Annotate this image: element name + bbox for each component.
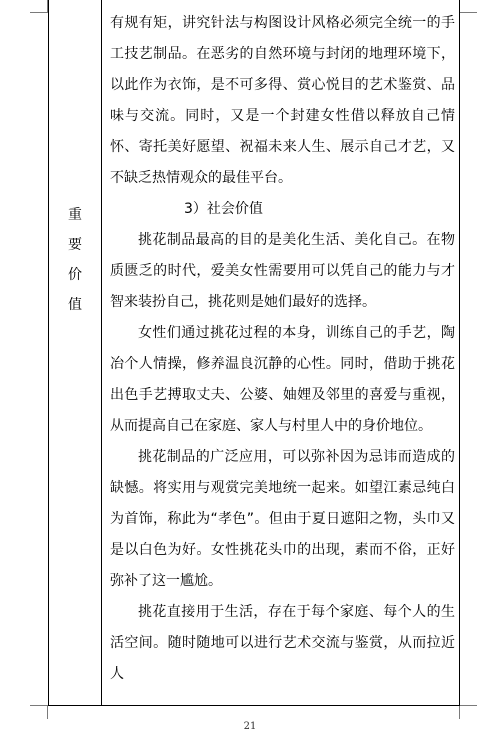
crop-mark-top-right-h bbox=[459, 12, 477, 13]
crop-mark-bottom-left-h bbox=[30, 705, 48, 706]
page-number: 21 bbox=[243, 721, 257, 732]
crop-mark-bottom-right-h bbox=[459, 705, 477, 706]
paragraph: 挑花直接用于生活，存在于每个家庭、每个人的生活空间。随时随地可以进行艺术交流与鉴赏，从而拉近人 bbox=[110, 604, 455, 682]
row-label-char: 重 bbox=[68, 207, 82, 223]
section-heading: 3）社会价值 bbox=[184, 201, 263, 217]
row-label bbox=[49, 200, 101, 320]
content-cell bbox=[110, 8, 455, 690]
paragraph: 挑花制品最高的目的是美化生活、美化自己。在物质匮乏的时代，爱美女性需要用可以凭自己的能力与才智来装扮自己，挑花则是她们最好的选择。 bbox=[110, 232, 455, 310]
paragraph: 女性们通过挑花过程的本身，训练自己的手艺，陶冶个人情操，修养温良沉静的心性。同时，借助于挑花出色手艺搏取丈夫、公婆、妯娌及邻里的喜爱与重视，从而提高自己在家庭、家人与村里人中的身价地位。 bbox=[110, 325, 455, 434]
paragraph: 挑花制品的广泛应用，可以弥补因为忌讳而造成的缺憾。将实用与观赏完美地统一起来。如望江素忌纯白为首饰，称此为“孝色”。但由于夏日遮阳之物，头巾又是以白色为好。女性挑花头巾的出现，素而不俗，正好弥补了这一尴尬。 bbox=[110, 449, 455, 589]
row-label-char: 价 bbox=[68, 267, 82, 283]
paragraph: 有规有矩，讲究针法与构图设计风格必须完全统一的手工技艺制品。在恶劣的自然环境与封闭的地理环境下，以此作为衣饰，是不可多得、赏心悦目的艺术鉴赏、品味与交流。同时，又是一个封建女性借以释放自己情怀、寄托美好愿望、祝福未来人生、展示自己才艺，又不缺乏热情观众的最佳平台。 bbox=[110, 15, 455, 186]
content-table bbox=[48, 0, 460, 706]
crop-mark-bottom-right-v bbox=[459, 705, 460, 719]
row-label-char: 值 bbox=[68, 297, 82, 313]
row-label-char: 要 bbox=[68, 237, 82, 253]
column-divider bbox=[101, 0, 102, 705]
crop-mark-bottom-left-v bbox=[47, 705, 48, 719]
crop-mark-top-left-h bbox=[30, 12, 48, 13]
